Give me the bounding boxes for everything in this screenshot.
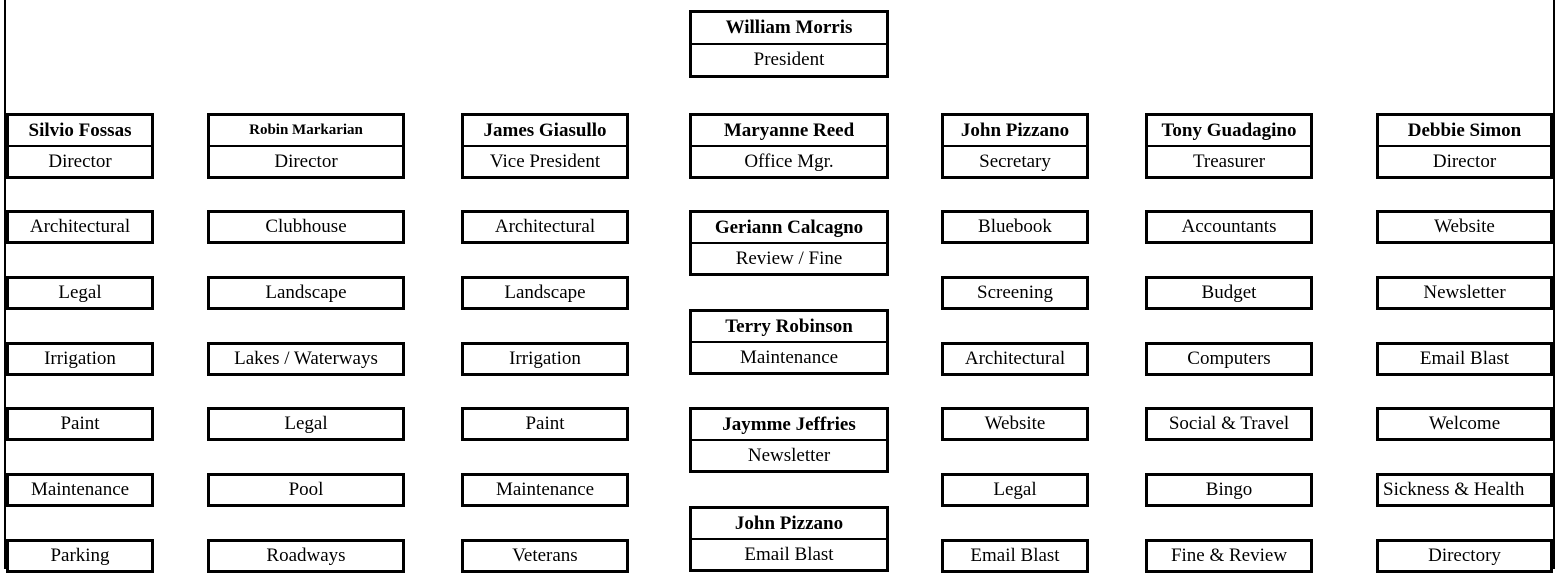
committee-label: Irrigation	[509, 348, 581, 369]
committee-label: Bingo	[1205, 479, 1253, 500]
officer-name: Debbie Simon	[1407, 119, 1522, 141]
officer-name: Robin Markarian	[249, 122, 363, 138]
committee-box	[941, 407, 1089, 441]
officer-box-tony	[1145, 113, 1313, 179]
officer-title: Vice President	[464, 145, 626, 176]
committee-box	[6, 210, 154, 244]
chair-name: Geriann Calcagno	[714, 216, 864, 238]
committee-label: Roadways	[266, 545, 346, 566]
committee-label: Budget	[1201, 282, 1257, 303]
committee-box	[461, 342, 629, 376]
committee-box	[941, 473, 1089, 507]
chair-role: Maintenance	[692, 341, 886, 372]
committee-label: Maintenance	[30, 479, 130, 500]
chair-box-john	[689, 506, 889, 572]
committee-box	[461, 407, 629, 441]
committee-box	[207, 539, 405, 573]
chair-role: Email Blast	[692, 538, 886, 569]
president-box	[689, 10, 889, 78]
committee-label: Clubhouse	[265, 216, 347, 237]
chair-role: Review / Fine	[692, 242, 886, 273]
committee-label: Paint	[525, 413, 565, 434]
committee-box	[1376, 276, 1553, 310]
committee-box	[207, 473, 405, 507]
committee-box	[941, 210, 1089, 244]
president-name: William Morris	[725, 17, 853, 38]
committee-box	[1376, 539, 1553, 573]
committee-label: Lakes / Waterways	[234, 348, 378, 369]
committee-label: Architectural	[29, 216, 131, 237]
committee-label: Legal	[284, 413, 328, 434]
officer-title: Office Mgr.	[692, 145, 886, 176]
committee-box	[941, 539, 1089, 573]
committee-box	[6, 407, 154, 441]
committee-label: Accountants	[1181, 216, 1277, 237]
officer-box-robin	[207, 113, 405, 179]
committee-box	[6, 539, 154, 573]
officer-box-debbie	[1376, 113, 1553, 179]
committee-label: Website	[1434, 216, 1495, 237]
committee-box	[6, 276, 154, 310]
committee-box	[461, 473, 629, 507]
committee-label: Architectural	[964, 348, 1066, 369]
right-frame-line	[1553, 0, 1555, 569]
committee-box	[1145, 342, 1313, 376]
committee-box	[941, 276, 1089, 310]
committee-label: Sickness & Health	[1383, 479, 1525, 500]
officer-box-james	[461, 113, 629, 179]
chair-box-jaymme	[689, 407, 889, 473]
committee-box	[207, 407, 405, 441]
committee-label: Email Blast	[970, 545, 1060, 566]
committee-box	[461, 276, 629, 310]
committee-box	[1145, 539, 1313, 573]
committee-box	[1376, 210, 1553, 244]
committee-label: Legal	[58, 282, 102, 303]
committee-box	[6, 473, 154, 507]
committee-label: Email Blast	[1419, 348, 1510, 369]
committee-box	[461, 210, 629, 244]
committee-box	[207, 276, 405, 310]
chair-name: Terry Robinson	[725, 315, 853, 337]
officer-title: Treasurer	[1148, 145, 1310, 176]
officer-name: Tony Guadagino	[1161, 119, 1297, 141]
committee-label: Legal	[993, 479, 1037, 500]
officer-name: Maryanne Reed	[723, 119, 855, 141]
chair-box-geriann	[689, 210, 889, 276]
officer-box-maryanne	[689, 113, 889, 179]
officer-title: Director	[1379, 145, 1550, 176]
committee-box	[207, 210, 405, 244]
committee-box	[1145, 407, 1313, 441]
president-title: President	[692, 43, 886, 75]
committee-box	[1145, 210, 1313, 244]
committee-label: Landscape	[504, 282, 586, 303]
committee-label: Bluebook	[978, 216, 1052, 237]
officer-name: James Giasullo	[483, 119, 607, 141]
committee-label: Pool	[288, 479, 324, 500]
officer-name: Silvio Fossas	[28, 119, 132, 141]
officer-name: John Pizzano	[960, 119, 1070, 141]
committee-box	[6, 342, 154, 376]
committee-label: Website	[984, 413, 1046, 434]
committee-label: Computers	[1187, 348, 1271, 369]
committee-box	[1376, 473, 1553, 507]
committee-label: Architectural	[494, 216, 596, 237]
officer-title: Director	[9, 145, 151, 176]
officer-title: Director	[210, 145, 402, 176]
committee-label: Irrigation	[44, 348, 116, 369]
committee-label: Paint	[60, 413, 100, 434]
committee-label: Newsletter	[1423, 282, 1506, 303]
committee-box	[1376, 342, 1553, 376]
committee-label: Maintenance	[495, 479, 595, 500]
chair-box-terry	[689, 309, 889, 375]
officer-box-silvio	[6, 113, 154, 179]
committee-box	[1145, 276, 1313, 310]
chair-role: Newsletter	[692, 439, 886, 470]
committee-label: Screening	[977, 282, 1053, 303]
committee-label: Welcome	[1428, 413, 1501, 434]
committee-box	[461, 539, 629, 573]
committee-label: Veterans	[512, 545, 578, 566]
committee-box	[207, 342, 405, 376]
committee-box	[1376, 407, 1553, 441]
committee-label: Directory	[1428, 545, 1501, 566]
committee-label: Parking	[50, 545, 110, 566]
committee-box	[1145, 473, 1313, 507]
chair-name: John Pizzano	[734, 512, 844, 534]
officer-box-john	[941, 113, 1089, 179]
committee-label: Social & Travel	[1168, 413, 1290, 434]
officer-title: Secretary	[944, 145, 1086, 176]
committee-label: Fine & Review	[1170, 545, 1288, 566]
committee-label: Landscape	[265, 282, 347, 303]
chair-name: Jaymme Jeffries	[722, 413, 856, 435]
committee-box	[941, 342, 1089, 376]
